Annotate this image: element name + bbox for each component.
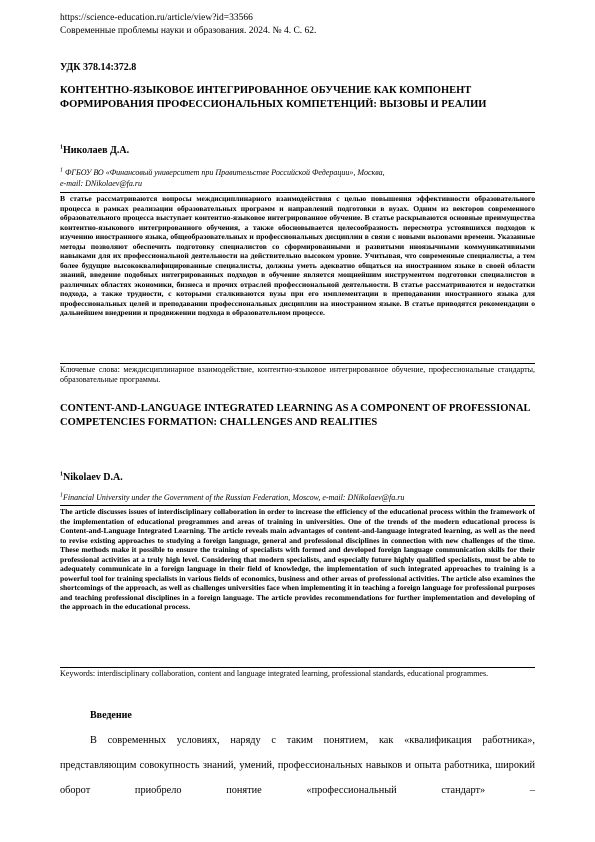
divider-ru-bottom: [60, 363, 535, 364]
intro-paragraph: В современных условиях, наряду с таким понятием, как «квалификация работника», представляющим совокупность знаний, умений, профессиональных навыков и опыта работника, широкий оборот приобрело понятие «профессиональный стандарт» –: [60, 735, 535, 796]
article-url[interactable]: https://science-education.ru/article/view?id=33566: [60, 13, 253, 23]
author-ru-name: Николаев Д.А.: [63, 145, 130, 156]
divider-en-top: [60, 505, 535, 506]
keywords-en: Keywords: interdisciplinary collaboration, content and language integrated learning, professional standards, educational programmes.: [60, 669, 489, 678]
affiliation-en-text: Financial University under the Government of the Russian Federation, Moscow, e-mail: DNikolaev@fa.ru: [63, 493, 405, 502]
title-en: CONTENT-AND-LANGUAGE INTEGRATED LEARNING AS A COMPONENT OF PROFESSIONAL COMPETENCIES FORMATION: CHALLENGES AND REALITIES: [60, 403, 530, 428]
abstract-ru: В статье рассматриваются вопросы междисциплинарного взаимодействия с целью повышения эффективности образовательного процесса в рамках реализации образовательных программ и направлений подготовки в вузах. Одним из векторов современного образовательного процесса выступает контентно-языковое интегрированное обучение. В статье раскрываются основные преимущества контентно-языкового интегрированного обучения, а также обосновывается целесообразность пересмотра устоявшихся подходов к изучению иностранного языка, общеобразовательных и профессиональных дисциплин в связи с новыми вызовами времени. Указанные методы позволяют обеспечить подготовку специалистов со сформированными и развитыми иноязычными коммуникативными навыками для их профессиональной деятельности на действительно высоком уровне. Учитывая, что современные специалисты, а тем более будущие высококвалифицированные специалисты, должны уметь адекватно общаться на иностранном языке в своей области знаний, введение подобных интегрированных подходов в обучение является мощнейшим инструментом подготовки специалистов в различных областях экономики, бизнеса и прочих отраслей профессиональной деятельности. В статье рассматриваются и недостатки подхода, а также трудности, с которыми сталкиваются вузы при его имплементации в преподавании иностранного языка для профессиональных целей и преподавании профессиональных дисциплин на иностранном языке. В статье приводятся рекомендации о дальнейшем внедрении и продвижении подхода в образовательном процессе.: [60, 194, 535, 317]
abstract-en: The article discusses issues of interdisciplinary collaboration in order to increase the efficiency of the educational process within the framework of the implementation of educational programmes and areas of training in universities. One of the trends of the modern educational process is Content-and-Language Integrated Learning. The article reveals main advantages of content-and-language integrated learning, as well as the need to revise existing approaches to studying a foreign language, general and professional disciplines in connection with new challenges of the time. These methods make it possible to ensure the training of specialists with formed and developed foreign language communication skills for their professional activities at a truly high level. Considering that modern specialists, and especially future highly qualified specialists, must be able to adequately communicate in a foreign language in their field of knowledge, the implementation of such integrated approaches to training is a powerful tool for training specialists in various fields of economics, business and other areas of professional activities. The article also examines the shortcomings of the approach, as well as challenges universities face when implementing it in teaching a foreign language for professional purposes and teaching professional disciplines in a foreign language. The article provides recommendations for further implementation and developing of the approach in the educational process.: [60, 507, 535, 611]
keywords-ru: Ключевые слова: междисциплинарное взаимодействие, контентно-языковое интегрированное обучение, профессиональные стандарты, образовательные программы.: [60, 365, 535, 384]
divider-en-bottom: [60, 667, 535, 668]
author-en-sup: 1: [60, 471, 63, 478]
divider-ru-top: [60, 192, 535, 193]
affil-en-sup: 1: [60, 492, 63, 499]
affiliation-ru-email: e-mail: DNikolaev@fa.ru: [60, 178, 143, 188]
affiliation-en: [60, 493, 535, 504]
author-en: [60, 472, 535, 483]
affil-ru-sup: 1: [60, 167, 63, 174]
author-ru: [60, 145, 535, 156]
title-ru: КОНТЕНТНО-ЯЗЫКОВОЕ ИНТЕГРИРОВАННОЕ ОБУЧЕНИЕ КАК КОМПОНЕНТ ФОРМИРОВАНИЯ ПРОФЕССИОНАЛЬНЫХ КОМПЕТЕНЦИЙ: ВЫЗОВЫ И РЕАЛИИ: [60, 85, 487, 110]
udk-code: УДК 378.14:372.8: [60, 62, 137, 73]
journal-citation: Современные проблемы науки и образования. 2024. № 4. С. 62.: [60, 26, 317, 36]
affiliation-ru: [60, 168, 535, 189]
page-header: [60, 12, 535, 38]
author-en-name: Nikolaev D.A.: [63, 472, 123, 483]
author-ru-sup: 1: [60, 144, 63, 151]
section-heading-intro: Введение: [90, 710, 132, 721]
body-text: [60, 728, 535, 803]
affiliation-ru-line1: ФГБОУ ВО «Финансовый университет при Правительстве Российской Федерации», Москва,: [65, 168, 385, 177]
